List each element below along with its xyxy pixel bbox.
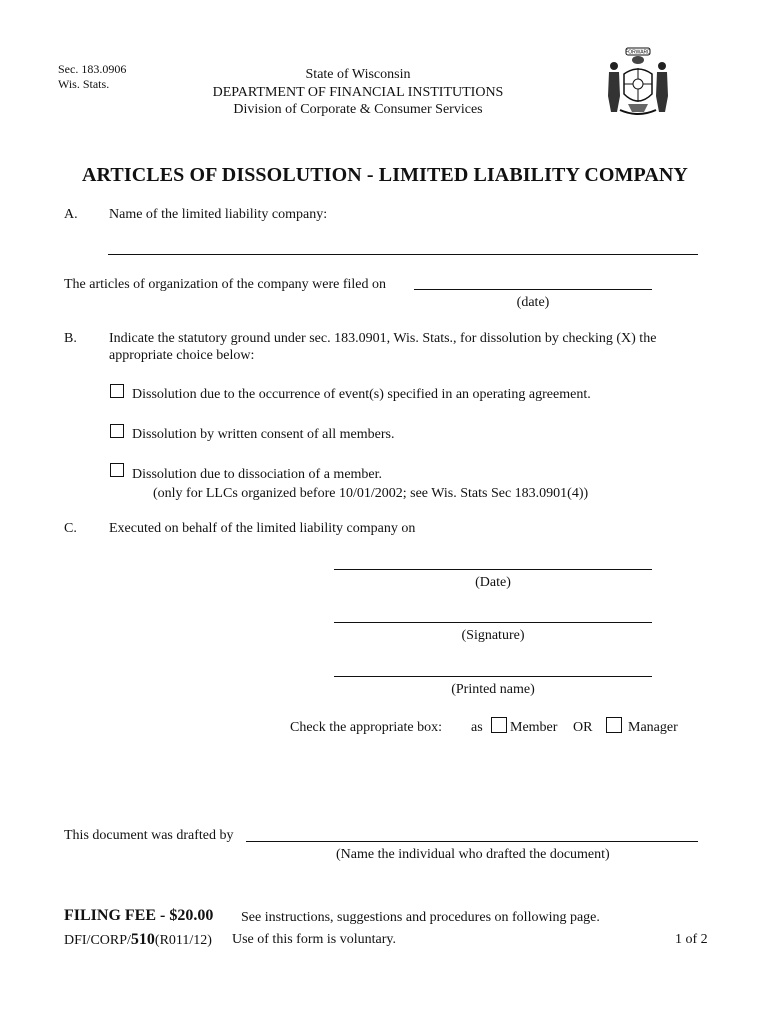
page-title: ARTICLES OF DISSOLUTION - LIMITED LIABILITY COMPANY bbox=[82, 164, 688, 186]
section-c-label: Executed on behalf of the limited liability company on bbox=[109, 521, 416, 536]
or-label: OR bbox=[573, 720, 593, 735]
filed-date-field[interactable] bbox=[414, 289, 652, 290]
filing-fee-note: See instructions, suggestions and procedures on following page. bbox=[241, 910, 600, 925]
seal-banner-text: FORWARD bbox=[625, 49, 651, 56]
filing-fee: FILING FEE - $20.00 bbox=[64, 907, 214, 924]
drafted-by-label: This document was drafted by bbox=[64, 828, 234, 843]
drafted-by-caption: (Name the individual who drafted the document) bbox=[336, 847, 610, 862]
option-operating-agreement-checkbox[interactable] bbox=[110, 384, 124, 398]
printed-name-field[interactable] bbox=[334, 676, 652, 677]
page-number: 1 of 2 bbox=[675, 932, 708, 947]
state-seal-icon bbox=[600, 44, 676, 120]
as-label: as bbox=[471, 720, 483, 735]
member-label: Member bbox=[510, 720, 558, 735]
statute-line-2: Wis. Stats. bbox=[58, 77, 110, 91]
execution-date-caption: (Date) bbox=[475, 575, 511, 590]
drafted-by-field[interactable] bbox=[246, 841, 698, 842]
section-b-instruction-line2: appropriate choice below: bbox=[109, 348, 255, 363]
option-written-consent-label: Dissolution by written consent of all members. bbox=[132, 427, 395, 442]
manager-label: Manager bbox=[628, 720, 678, 735]
signature-caption: (Signature) bbox=[461, 628, 525, 643]
section-a-letter: A. bbox=[64, 207, 78, 222]
section-b-instruction-line1: Indicate the statutory ground under sec. 183.0901, Wis. Stats., for dissolution by checking (X) the bbox=[109, 331, 657, 346]
option-written-consent-checkbox[interactable] bbox=[110, 424, 124, 438]
member-checkbox[interactable] bbox=[491, 717, 507, 733]
division-name: Division of Corporate & Consumer Services bbox=[233, 102, 483, 117]
signature-field[interactable] bbox=[334, 622, 652, 623]
form-prefix: DFI/CORP/ bbox=[64, 933, 131, 948]
statute-line-1: Sec. 183.0906 bbox=[58, 62, 127, 76]
voluntary-note: Use of this form is voluntary. bbox=[232, 932, 396, 947]
form-revision: (R011/12) bbox=[154, 933, 212, 948]
company-name-field[interactable] bbox=[108, 254, 698, 255]
manager-checkbox[interactable] bbox=[606, 717, 622, 733]
section-c-letter: C. bbox=[64, 521, 77, 536]
section-b-instruction bbox=[109, 330, 656, 364]
filed-on-label: The articles of organization of the company were filed on bbox=[64, 277, 387, 292]
filed-date-caption: (date) bbox=[516, 295, 550, 310]
agency-header bbox=[178, 66, 538, 119]
form-id bbox=[64, 931, 212, 949]
option-dissociation-label: Dissolution due to dissociation of a member. bbox=[132, 467, 383, 482]
option-dissociation-note: (only for LLCs organized before 10/01/2002; see Wis. Stats Sec 183.0901(4)) bbox=[153, 486, 589, 501]
form-number: 510 bbox=[130, 931, 155, 948]
option-operating-agreement-label: Dissolution due to the occurrence of event(s) specified in an operating agreement. bbox=[132, 387, 591, 402]
execution-date-field[interactable] bbox=[334, 569, 652, 570]
printed-name-caption: (Printed name) bbox=[451, 682, 535, 697]
section-a-label: Name of the limited liability company: bbox=[109, 207, 328, 222]
state-name: State of Wisconsin bbox=[305, 67, 411, 82]
department-name: DEPARTMENT OF FINANCIAL INSTITUTIONS bbox=[212, 84, 504, 100]
statute-reference bbox=[58, 62, 126, 92]
section-b-letter: B. bbox=[64, 331, 77, 346]
check-box-label: Check the appropriate box: bbox=[290, 720, 443, 735]
option-dissociation-checkbox[interactable] bbox=[110, 463, 124, 477]
